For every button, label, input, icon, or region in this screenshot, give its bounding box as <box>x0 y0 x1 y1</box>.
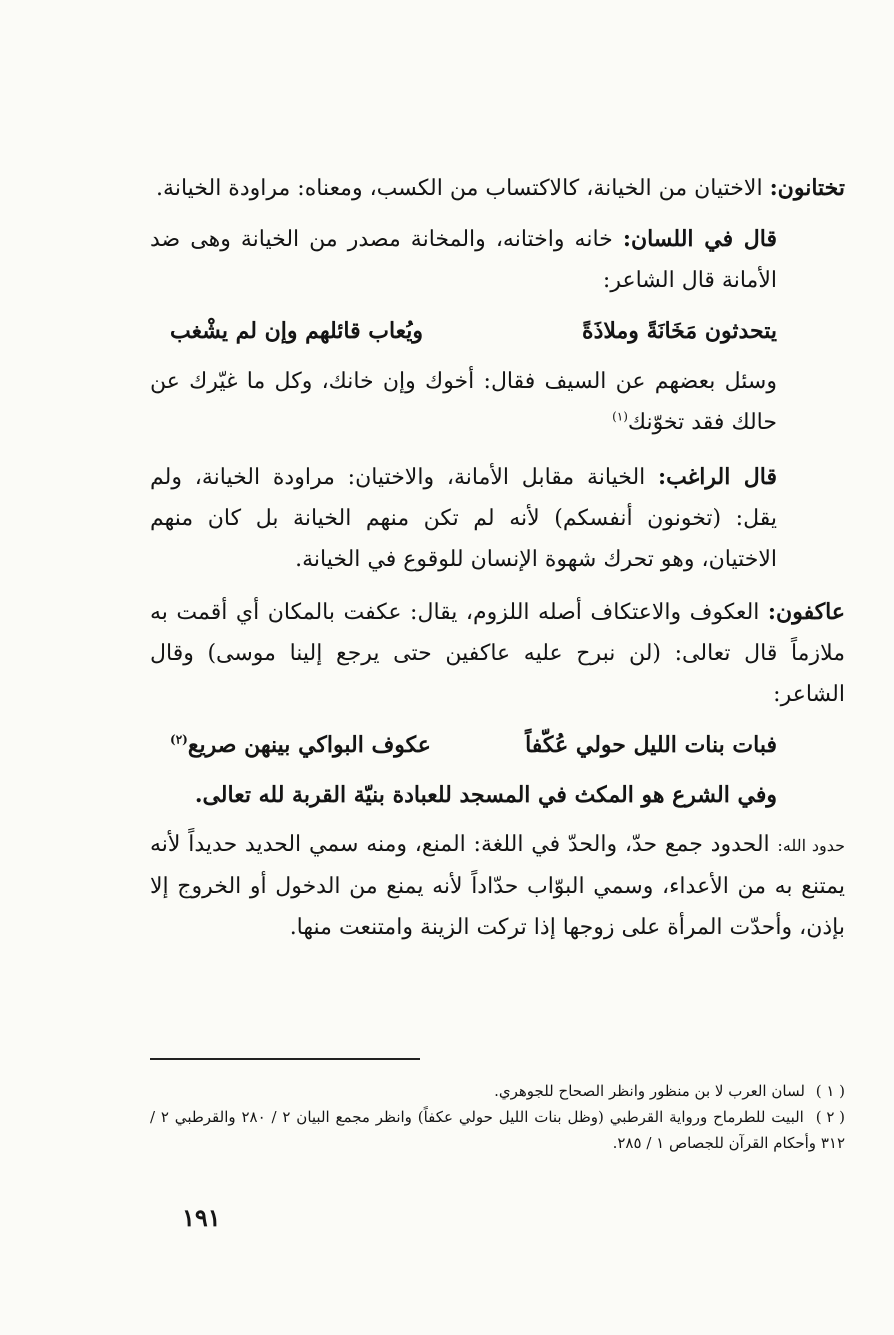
footnote-1 <box>150 1078 845 1104</box>
page-body <box>150 150 845 1280</box>
verse-first-hemistich: فبات بنات الليل حولي عُكّفاً <box>525 732 777 758</box>
paragraph-raghib <box>150 457 845 580</box>
verse-second-hemistich: ويُعاب قائلهم وإن لم يشْغب <box>170 318 424 344</box>
verse-1 <box>150 309 845 353</box>
entry-term: عاكفون: <box>767 599 845 625</box>
entry-takhtanun <box>150 168 845 209</box>
footnotes <box>150 1078 845 1156</box>
paragraph-lead: قال الراغب: <box>658 464 777 490</box>
verse-second-hemistich <box>170 723 431 767</box>
footnote-number: ( ١ ) <box>815 1082 845 1100</box>
entry-akifun <box>150 592 845 715</box>
page-number: ١٩١ <box>182 1203 221 1232</box>
paragraph-text: خانه واختانه، والمخانة مصدر من الخيانة وهى ضد الأمانة قال الشاعر: <box>150 227 777 293</box>
footnote-separator <box>150 1058 420 1060</box>
entry-term: حدود الله: <box>777 836 846 855</box>
paragraph-sword <box>150 361 845 443</box>
footnote-text: لسان العرب لا بن منظور وانظر الصحاح للجوهري. <box>494 1082 805 1100</box>
footnote-text: البيت للطرماح ورواية القرطبي (وظل بنات الليل حولي عكفاً) وانظر مجمع البيان ٢ / ٢٨٠ والقرطبي ٢ / ٣١٢ وأحكام القرآن للجصاص ١ / ٢٨٥. <box>150 1108 845 1152</box>
entry-text: الاختيان من الخيانة، كالاكتساب من الكسب، ومعناه: مراودة الخيانة. <box>156 176 763 201</box>
footnote-marker: (١) <box>612 409 628 424</box>
paragraph-sharia <box>150 775 845 816</box>
footnote-marker: (٢) <box>170 732 188 747</box>
entry-hudud-allah <box>150 824 845 948</box>
footnote-2 <box>150 1104 845 1156</box>
paragraph-lead: قال في اللسان: <box>622 226 777 252</box>
entry-term: تختانون: <box>769 175 845 201</box>
verse-second-text: عكوف البواكي بينهن صريع <box>187 732 431 758</box>
entry-text: العكوف والاعتكاف أصله اللزوم، يقال: عكفت بالمكان أي أقمت به ملازماً قال تعالى: (لن نبرح عليه عاكفين حتى يرجع إلينا موسى) وقال الشاعر: <box>150 600 845 707</box>
paragraph-text: وسئل بعضهم عن السيف فقال: أخوك وإن خانك، وكل ما غيّرك عن حالك فقد تخوّنك <box>150 369 777 435</box>
footnote-number: ( ٢ ) <box>815 1108 845 1126</box>
paragraph-text: الخيانة مقابل الأمانة، والاختيان: مراودة الخيانة، ولم يقل: (تخونون أنفسكم) لأنه لم تكن منهم الخيانة بل كان منهم الاختيان، وهو تحرك شهوة الإنسان للوقوع في الخيانة. <box>150 465 777 572</box>
verse-2 <box>150 723 845 767</box>
entry-text: الحدود جمع حدّ، والحدّ في اللغة: المنع، ومنه سمي الحديد حديداً لأنه يمتنع به من الأعداء، وسمي البوّاب حدّاداً لأنه يمنع من الدخول أو الخروج إلا بإذن، وأحدّت المرأة على زوجها إذا تركت الزينة وامتنعت منها. <box>150 832 845 940</box>
paragraph-lisan <box>150 219 845 301</box>
verse-first-hemistich: يتحدثون مَخَانَةً وملاذَةً <box>582 318 777 344</box>
paragraph-text: وفي الشرع هو المكث في المسجد للعبادة بنيّة القربة لله تعالى. <box>194 782 777 808</box>
